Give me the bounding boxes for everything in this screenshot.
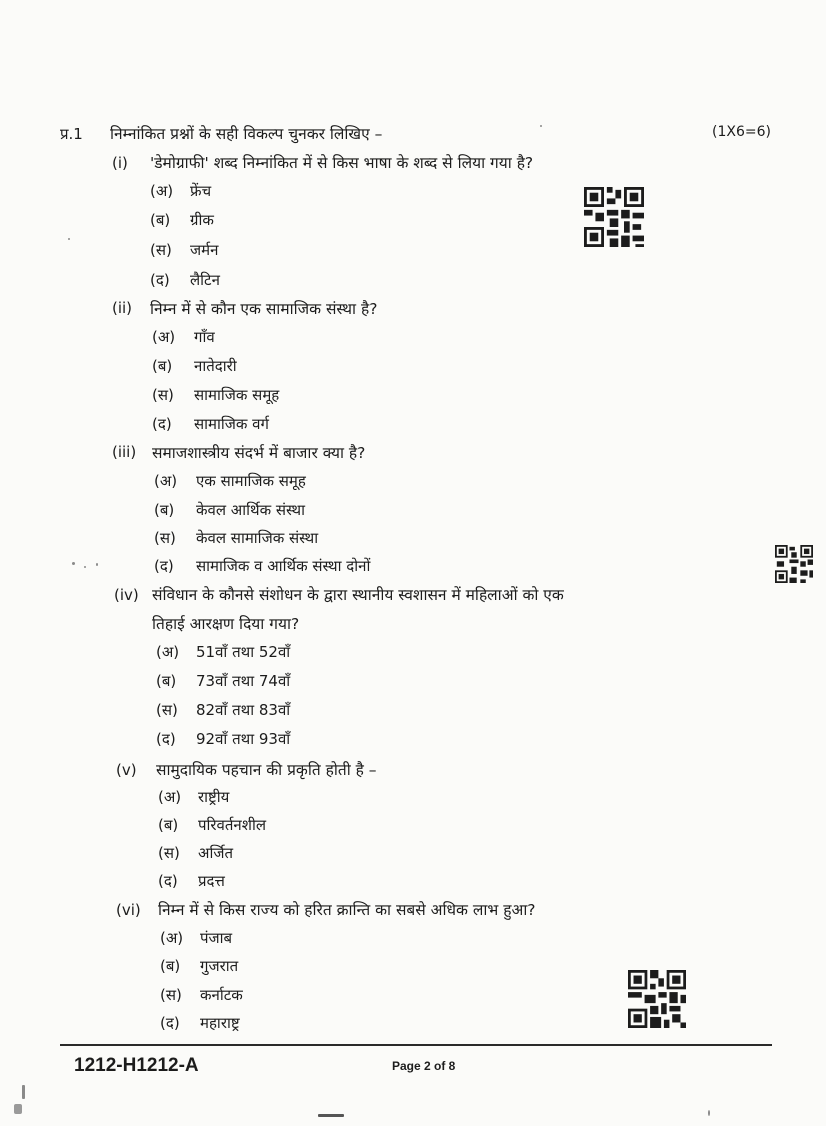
scan-speck bbox=[84, 566, 86, 568]
option-label: (अ) bbox=[156, 643, 180, 661]
section-marks: (1X6=6) bbox=[712, 124, 771, 140]
option-text: लैटिन bbox=[190, 271, 220, 289]
option-text: केवल सामाजिक संस्था bbox=[196, 529, 319, 547]
scan-speck bbox=[14, 1104, 22, 1114]
option-text: नातेदारी bbox=[194, 357, 237, 375]
option-text: केवल आर्थिक संस्था bbox=[196, 501, 306, 519]
option-label: (द) bbox=[156, 730, 176, 748]
option-text: गाँव bbox=[194, 328, 215, 346]
question-text-1: 'डेमोग्राफी' शब्द निम्नांकित में से किस भाषा के शब्द से लिया गया है? bbox=[150, 154, 534, 172]
option-label: (द) bbox=[152, 415, 172, 433]
option-text: गुजरात bbox=[200, 957, 239, 975]
option-label: (ब) bbox=[158, 816, 179, 834]
option-text: 92वाँ तथा 93वाँ bbox=[196, 730, 291, 748]
question-number-6: (vi) bbox=[116, 901, 141, 919]
option-label: (ब) bbox=[150, 211, 171, 229]
paper-code: 1212-H1212-A bbox=[74, 1055, 199, 1076]
qr-code-icon bbox=[628, 970, 686, 1028]
option-text: पंजाब bbox=[200, 929, 233, 947]
option-label: (द) bbox=[160, 1014, 180, 1032]
option-text: राष्ट्रीय bbox=[198, 788, 230, 806]
qr-code-icon bbox=[774, 545, 814, 583]
question-number-2: (ii) bbox=[112, 299, 133, 317]
question-number-4: (iv) bbox=[114, 586, 139, 604]
scan-speck bbox=[22, 1085, 25, 1099]
option-label: (ब) bbox=[156, 672, 177, 690]
option-label: (द) bbox=[158, 872, 178, 890]
option-label: (स) bbox=[152, 386, 174, 404]
option-text: कर्नाटक bbox=[200, 986, 243, 1004]
scan-speck bbox=[68, 238, 70, 240]
option-text: जर्मन bbox=[190, 241, 219, 259]
option-label: (ब) bbox=[154, 501, 175, 519]
question-text-6: निम्न में से किस राज्य को हरित क्रान्ति का सबसे अधिक लाभ हुआ? bbox=[158, 901, 536, 919]
option-text: प्रदत्त bbox=[198, 872, 225, 890]
question-number-5: (v) bbox=[116, 761, 137, 779]
question-text-2: निम्न में से कौन एक सामाजिक संस्था है? bbox=[150, 300, 378, 318]
scan-speck bbox=[318, 1114, 344, 1117]
option-text: सामाजिक व आर्थिक संस्था दोनों bbox=[196, 557, 371, 575]
option-label: (ब) bbox=[152, 357, 173, 375]
option-label: (अ) bbox=[150, 182, 174, 200]
section-number: प्र.1 bbox=[60, 125, 83, 143]
option-label: (ब) bbox=[160, 957, 181, 975]
option-label: (अ) bbox=[158, 788, 182, 806]
page-number: Page 2 of 8 bbox=[392, 1059, 456, 1073]
scan-speck bbox=[708, 1110, 710, 1116]
option-label: (अ) bbox=[154, 472, 178, 490]
footer-divider bbox=[60, 1044, 772, 1046]
question-number-1: (i) bbox=[112, 154, 128, 172]
option-label: (द) bbox=[150, 271, 170, 289]
scan-speck bbox=[72, 562, 75, 565]
option-text: सामाजिक समूह bbox=[194, 386, 280, 404]
question-text-4-cont: तिहाई आरक्षण दिया गया? bbox=[152, 615, 300, 633]
option-text: एक सामाजिक समूह bbox=[196, 472, 306, 490]
option-text: ग्रीक bbox=[190, 211, 214, 229]
scan-speck bbox=[540, 125, 542, 127]
option-label: (स) bbox=[156, 701, 178, 719]
question-text-3: समाजशास्त्रीय संदर्भ में बाजार क्या है? bbox=[152, 444, 366, 462]
question-number-3: (iii) bbox=[112, 443, 137, 461]
scan-speck bbox=[96, 563, 98, 566]
option-text: अर्जित bbox=[198, 844, 234, 862]
option-text: महाराष्ट्र bbox=[200, 1014, 240, 1032]
section-instruction: निम्नांकित प्रश्नों के सही विकल्प चुनकर लिखिए – bbox=[110, 125, 383, 143]
option-label: (स) bbox=[154, 529, 176, 547]
question-text-5: सामुदायिक पहचान की प्रकृति होती है – bbox=[156, 761, 377, 779]
option-text: परिवर्तनशील bbox=[198, 816, 267, 834]
option-text: 73वाँ तथा 74वाँ bbox=[196, 672, 291, 690]
option-label: (द) bbox=[154, 557, 174, 575]
option-label: (स) bbox=[158, 844, 180, 862]
option-label: (अ) bbox=[160, 929, 184, 947]
option-label: (अ) bbox=[152, 328, 176, 346]
option-text: फ्रेंच bbox=[190, 182, 212, 200]
option-text: सामाजिक वर्ग bbox=[194, 415, 269, 433]
qr-code-icon bbox=[584, 187, 644, 247]
option-label: (स) bbox=[160, 986, 182, 1004]
option-text: 82वाँ तथा 83वाँ bbox=[196, 701, 291, 719]
option-label: (स) bbox=[150, 241, 172, 259]
option-text: 51वाँ तथा 52वाँ bbox=[196, 643, 291, 661]
question-text-4: संविधान के कौनसे संशोधन के द्वारा स्थानीय स्वशासन में महिलाओं को एक bbox=[152, 586, 564, 604]
